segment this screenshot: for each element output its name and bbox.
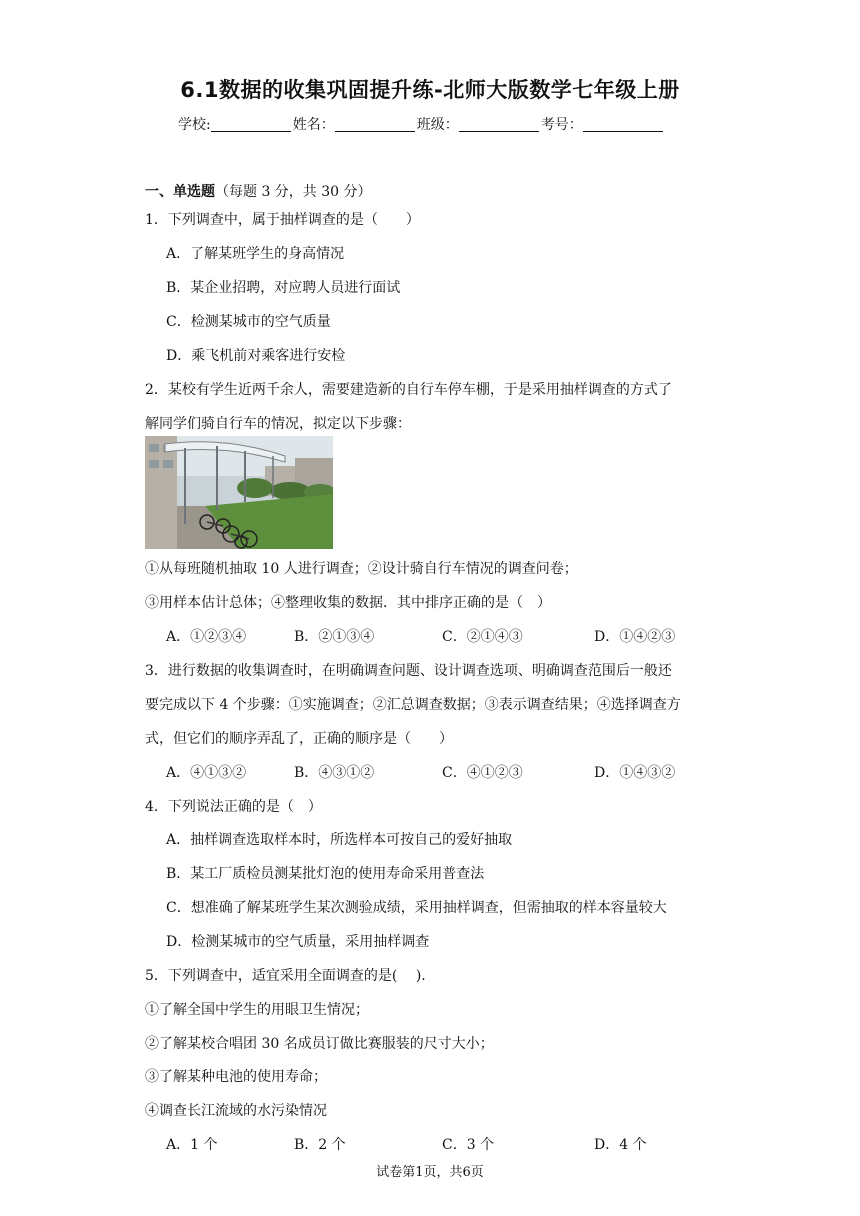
section-title: 一、单选题 [145, 184, 215, 200]
q3-option-c: C．④①②③ [442, 765, 523, 781]
q2-option-b: B．②①③④ [294, 629, 375, 645]
q3-option-b: B．④③①② [294, 765, 375, 781]
q4-option-b: B．某工厂质检员测某批灯泡的使用寿命采用普查法 [166, 866, 485, 882]
bicycle-shed-photo-icon [145, 436, 333, 549]
number-blank [583, 117, 663, 132]
q2-option-c: C．②①④③ [442, 629, 523, 645]
q2-stem-line1: 2．某校有学生近两千余人，需要建造新的自行车停车棚，于是采用抽样调查的方式了 [145, 382, 672, 398]
q2-options [166, 626, 726, 646]
q3-options [166, 762, 726, 782]
q3-option-d: D．①④③② [594, 765, 676, 781]
q3-line1: 3．进行数据的收集调查时，在明确调查问题、设计调查选项、明确调查范围后一般还 [145, 663, 672, 679]
q5-item-3: ③了解某种电池的使用寿命； [145, 1069, 327, 1085]
q2-option-d: D．①④②③ [594, 629, 676, 645]
q5-option-b: B．2 个 [294, 1137, 346, 1153]
q2-option-a: A．①②③④ [166, 629, 247, 645]
class-blank [459, 117, 539, 132]
school-blank [211, 117, 291, 132]
q4-option-c: C．想准确了解某班学生某次测验成绩，采用抽样调查，但需抽取的样本容量较大 [166, 900, 667, 916]
section-note: （每题 3 分，共 30 分） [215, 184, 372, 200]
number-label: 考号： [540, 117, 583, 133]
q5-option-d: D．4 个 [594, 1137, 647, 1153]
name-blank [335, 117, 415, 132]
q1-option-c: C．检测某城市的空气质量 [166, 314, 331, 330]
q2-stem-line2: 解同学们骑自行车的情况，拟定以下步骤： [145, 416, 411, 432]
page-footer: 试卷第1页，共6页 [376, 1165, 484, 1180]
q1-option-d: D．乘飞机前对乘客进行安检 [166, 348, 346, 364]
name-label: 姓名： [292, 117, 335, 133]
q1-option-b: B．某企业招聘，对应聘人员进行面试 [166, 280, 401, 296]
q1-option-a: A．了解某班学生的身高情况 [166, 246, 345, 262]
q3-option-a: A．④①③② [166, 765, 247, 781]
q4-option-d: D．检测某城市的空气质量，采用抽样调查 [166, 934, 430, 950]
class-label: 班级： [416, 117, 459, 133]
q4-stem: 4．下列说法正确的是（ ） [145, 799, 322, 815]
q1-stem: 1．下列调查中，属于抽样调查的是（ ） [145, 212, 420, 228]
q5-options [166, 1134, 726, 1154]
q2-steps-line1: ①从每班随机抽取 10 人进行调查；②设计骑自行车情况的调查问卷； [145, 561, 578, 577]
q5-option-c: C．3 个 [442, 1137, 495, 1153]
q5-item-1: ①了解全国中学生的用眼卫生情况； [145, 1002, 369, 1018]
student-info-line [178, 114, 665, 134]
q2-steps-line2: ③用样本估计总体；④整理收集的数据．其中排序正确的是（ ） [145, 595, 551, 611]
q5-item-4: ④调查长江流域的水污染情况 [145, 1103, 327, 1119]
q5-item-2: ②了解某校合唱团 30 名成员订做比赛服装的尺寸大小； [145, 1036, 494, 1052]
q3-line2: 要完成以下 4 个步骤：①实施调查；②汇总调查数据；③表示调查结果；④选择调查方 [145, 697, 681, 713]
page-title: 6.1数据的收集巩固提升练-北师大版数学七年级上册 [180, 78, 680, 102]
school-label: 学校: [178, 117, 211, 133]
q3-line3: 式，但它们的顺序弄乱了，正确的顺序是（ ） [145, 731, 453, 747]
q5-stem: 5．下列调查中，适宜采用全面调查的是( ). [145, 968, 426, 984]
q4-option-a: A．抽样调查选取样本时，所选样本可按自己的爱好抽取 [166, 832, 513, 848]
q5-option-a: A．1 个 [166, 1137, 218, 1153]
section-heading [145, 181, 372, 201]
